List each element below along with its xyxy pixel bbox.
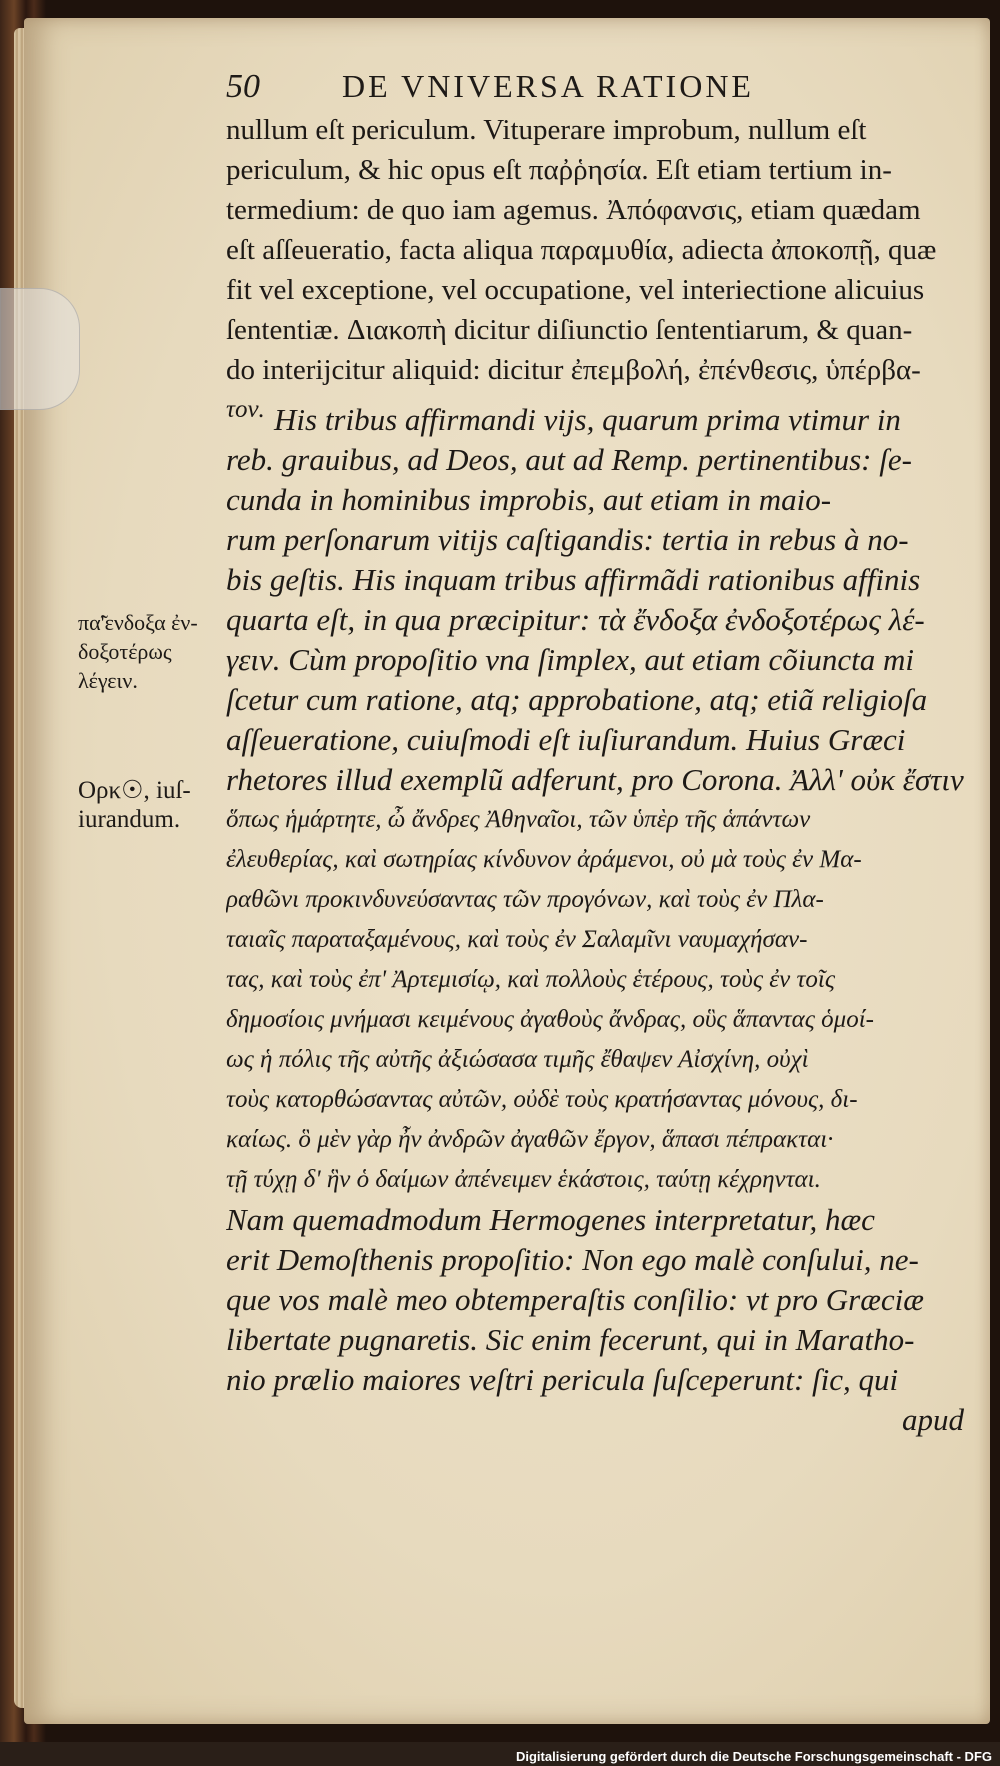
text-line: bis geſtis. His inquam tribus affirmãdi rationibus affinis	[226, 562, 921, 597]
text-line: ὅπως ἡμάρτητε, ὦ ἄνδρες Ἀθηναῖοι, τῶν ὑπὲρ τῆς ἁπάντων	[226, 806, 811, 833]
paragraph-2	[226, 400, 964, 800]
margin-note-line: λέγειν.	[78, 668, 138, 693]
margin-note-line: Ορκ☉, iuſ-	[78, 777, 191, 804]
margin-note-greek	[78, 608, 228, 695]
text-line: τῇ τύχῃ δ' ἣν ὁ δαίμων ἀπένειμεν ἑκάστοις, ταύτῃ κέχρηνται.	[226, 1166, 821, 1193]
paragraph-1	[226, 110, 964, 430]
footer-credit: Digitalisierung gefördert durch die Deutsche Forschungsgemeinschaft - DFG	[515, 1749, 992, 1764]
text-line: termedium: de quo iam agemus. Ἀπόφανσις, etiam quædam	[226, 194, 921, 226]
text-line: do interijcitur aliquid: dicitur ἐπεμβολή, ἐπένθεσις, ὑπέρβα-	[226, 354, 921, 386]
text-line: τας, καὶ τοὺς ἐπ' Ἀρτεμισίῳ, καὶ πολλοὺς ἑτέρους, τοὺς ἐν τοῖς	[226, 966, 835, 993]
running-title: DE VNIVERSA RATIONE	[342, 68, 754, 104]
text-line: ſententiæ. Διακοπὴ dicitur diſiunctio ſententiarum, & quan-	[226, 314, 913, 346]
margin-note-line: δοξοτέρως	[78, 639, 172, 664]
text-line: ἐλευθερίας, καὶ σωτηρίας κίνδυνον ἀράμενοι, οὐ μὰ τοὺς ἐν Μα-	[226, 846, 862, 873]
page-clip	[0, 288, 80, 410]
text-line: τοὺς κατορθώσαντας αὐτῶν, οὐδὲ τοὺς κρατήσαντας μόνους, δι-	[226, 1086, 858, 1113]
text-line: τον.	[226, 396, 265, 423]
text-line: fit vel exceptione, vel occupatione, vel interiectione alicuius	[226, 274, 925, 306]
text-line: δημοσίοις μνήμασι κειμένους ἀγαθοὺς ἄνδρας, οὓς ἅπαντας ὁμοί-	[226, 1006, 874, 1033]
text-line: ſcetur cum ratione, atq; approbatione, atq; etiã religioſa	[226, 682, 928, 717]
page-number: 50	[226, 68, 260, 105]
page-header	[226, 68, 986, 108]
text-line: rhetores illud exemplũ adferunt, pro Corona. Ἀλλ' οὐκ ἔστιν	[226, 762, 964, 797]
text-line: eſt aſſeueratio, facta aliqua παραμυθία, adiecta ἀποκοπῇ, quæ	[226, 234, 937, 266]
paragraph-3	[226, 1200, 964, 1440]
footer-bar	[0, 1742, 1000, 1766]
text-line: aſſeueratione, cuiuſmodi eſt iuſiurandum. Huius Græci	[226, 722, 906, 757]
text-line: nio prælio maiores veſtri pericula ſuſceperunt: ſic, qui	[226, 1362, 899, 1397]
margin-note-iusiurandum	[78, 776, 228, 834]
text-line: His tribus affirmandi vijs, quarum prima vtimur in	[274, 402, 901, 437]
text-line: quarta eſt, in qua præcipitur: τὰ ἔνδοξα ἐνδοξοτέρως λέ-	[226, 602, 925, 637]
text-line: ραθῶνι προκινδυνεύσαντας τῶν προγόνων, καὶ τοὺς ἐν Πλα-	[226, 886, 824, 913]
text-line: cunda in hominibus improbis, aut etiam in maio-	[226, 482, 832, 517]
text-line: que vos malè meo obtemperaſtis conſilio: vt pro Græciæ	[226, 1282, 924, 1317]
text-line: ως ἡ πόλις τῆς αὐτῆς ἀξιώσασα τιμῆς ἔθαψεν Αἰσχίνη, οὐχὶ	[226, 1046, 809, 1073]
margin-note-line: iurandum.	[78, 806, 181, 833]
text-line: periculum, & hic opus eſt παῤῥησία. Eſt etiam tertium in-	[226, 154, 892, 186]
text-line: γειν. Cùm propoſitio vna ſimplex, aut etiam cõiuncta mi	[226, 642, 914, 677]
text-line: καίως. ὃ μὲν γὰρ ἦν ἀνδρῶν ἀγαθῶν ἔργον, ἅπασι πέπρακται·	[226, 1126, 834, 1153]
greek-quotation	[226, 800, 964, 1200]
catchword: apud	[902, 1402, 964, 1437]
text-line: reb. grauibus, ad Deos, aut ad Remp. pertinentibus: ſe-	[226, 442, 912, 477]
text-line: erit Demoſthenis propoſitio: Non ego malè conſului, ne-	[226, 1242, 919, 1277]
margin-note-line: πα̃'ενδοξα ἐν-	[78, 610, 198, 635]
text-line: Nam quemadmodum Hermogenes interpretatur, hæc	[226, 1202, 875, 1237]
text-line: libertate pugnaretis. Sic enim fecerunt, qui in Maratho-	[226, 1322, 915, 1357]
text-line: rum perſonarum vitijs caſtigandis: tertia in rebus à no-	[226, 522, 909, 557]
text-line: nullum eſt periculum. Vituperare improbum, nullum eſt	[226, 114, 867, 146]
text-line: ταιαῖς παραταξαμένους, καὶ τοὺς ἐν Σαλαμῖνι ναυμαχήσαν-	[226, 926, 808, 953]
